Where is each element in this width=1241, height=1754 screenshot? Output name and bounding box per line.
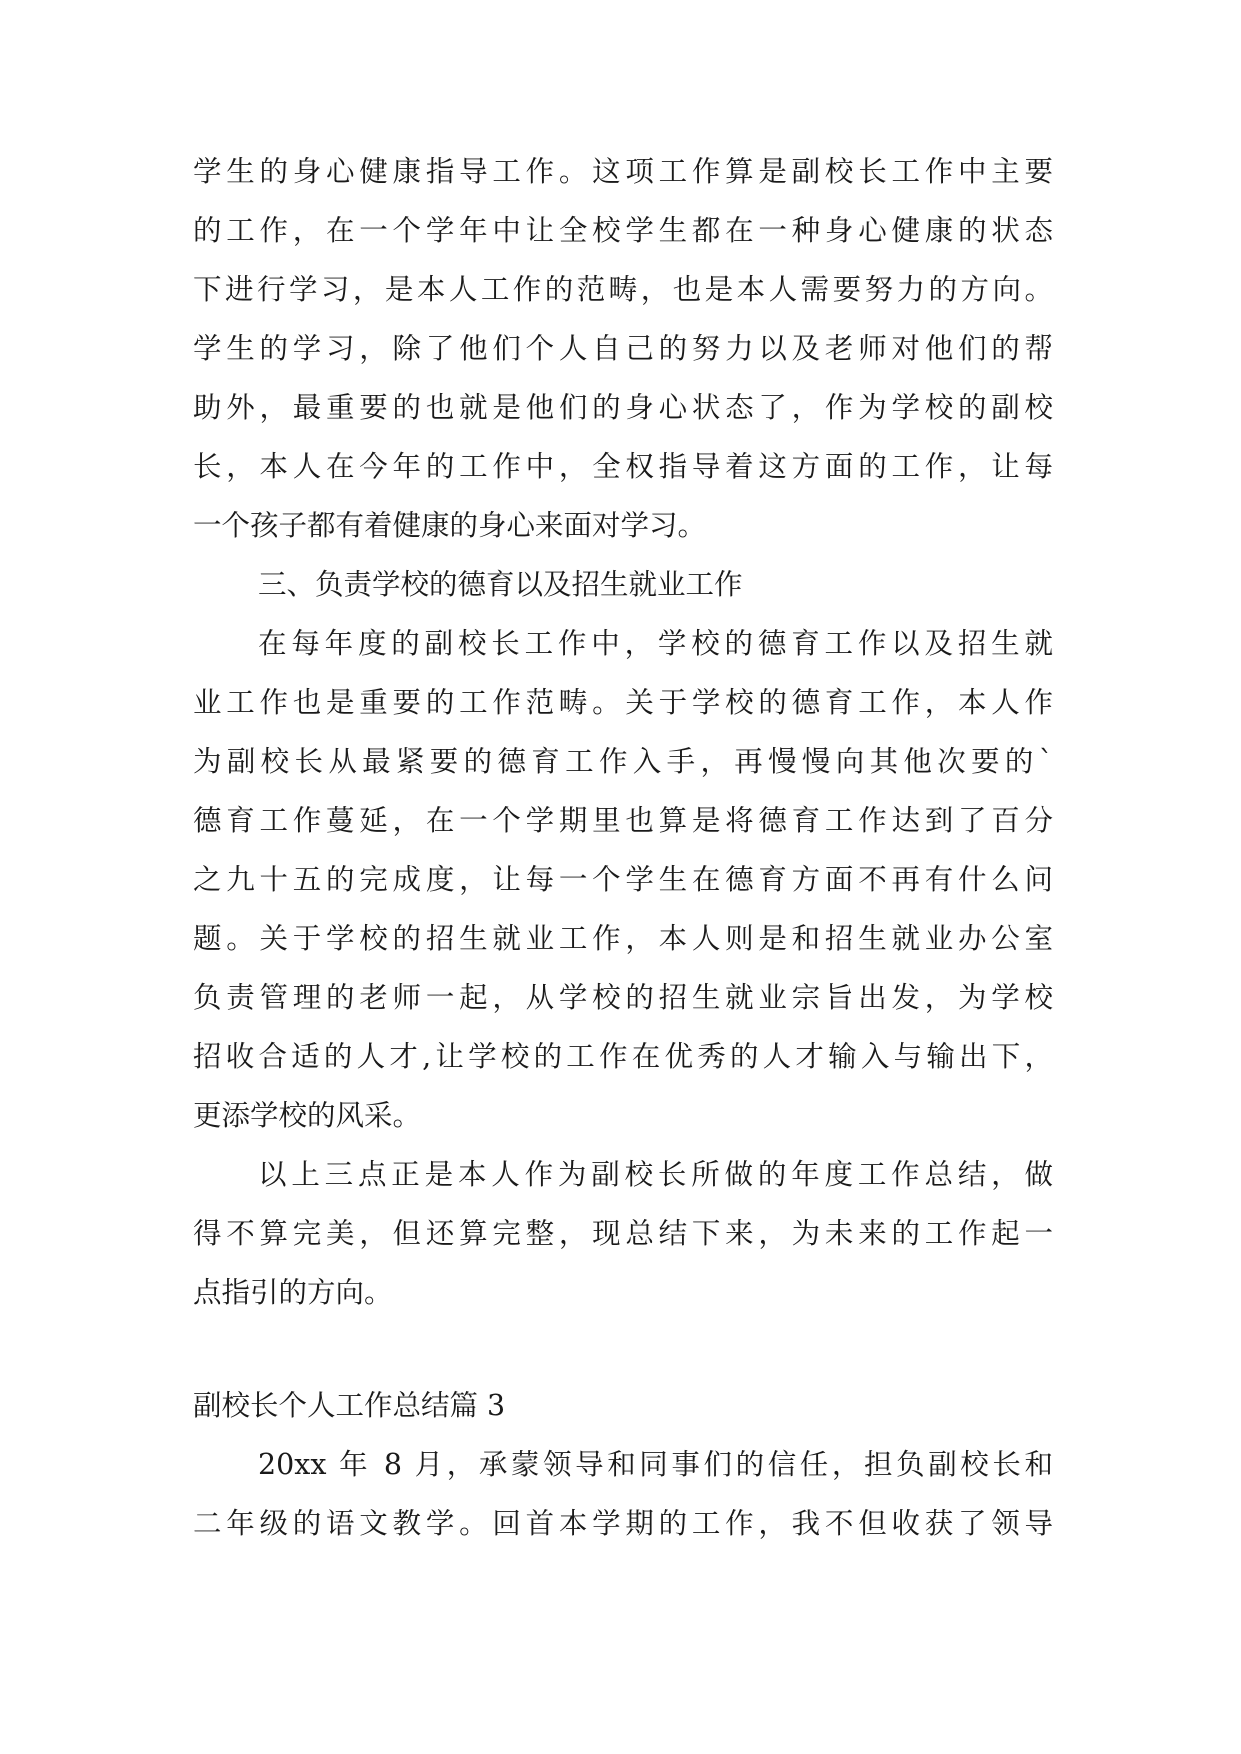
body-text-line: 下进行学习，是本人工作的范畴，也是本人需要努力的方向。 — [193, 273, 1053, 306]
article-title: 副校长个人工作总结篇 3 — [193, 1389, 506, 1422]
body-text-line: 二年级的语文教学。回首本学期的工作，我不但收获了领导 — [193, 1507, 1053, 1540]
section-heading: 三、负责学校的德育以及招生就业工作 — [258, 568, 743, 601]
body-text-line: 学生的学习，除了他们个人自己的努力以及老师对他们的帮 — [193, 332, 1053, 365]
body-text-line: 德育工作蔓延，在一个学期里也算是将德育工作达到了百分 — [193, 804, 1053, 837]
body-text-line: 得不算完美，但还算完整，现总结下来，为未来的工作起一 — [193, 1217, 1053, 1250]
body-text-line: 为副校长从最紧要的德育工作入手，再慢慢向其他次要的` — [193, 745, 1053, 778]
body-text-line: 在每年度的副校长工作中，学校的德育工作以及招生就 — [258, 627, 1053, 660]
body-text-line: 20xx 年 8 月，承蒙领导和同事们的信任，担负副校长和 — [258, 1448, 1053, 1481]
body-text-line: 负责管理的老师一起，从学校的招生就业宗旨出发，为学校 — [193, 981, 1053, 1014]
body-text-line: 学生的身心健康指导工作。这项工作算是副校长工作中主要 — [193, 155, 1053, 188]
body-text-line: 业工作也是重要的工作范畴。关于学校的德育工作，本人作 — [193, 686, 1053, 719]
body-text-line: 一个孩子都有着健康的身心来面对学习。 — [193, 509, 707, 542]
body-text-line: 之九十五的完成度，让每一个学生在德育方面不再有什么问 — [193, 863, 1053, 896]
body-text-line: 招收合适的人才,让学校的工作在优秀的人才输入与输出下， — [193, 1040, 1053, 1073]
body-text-line: 的工作，在一个学年中让全校学生都在一种身心健康的状态 — [193, 214, 1053, 247]
body-text-line: 题。关于学校的招生就业工作，本人则是和招生就业办公室 — [193, 922, 1053, 955]
body-text-line: 助外，最重要的也就是他们的身心状态了，作为学校的副校 — [193, 391, 1053, 424]
body-text-line: 更添学校的风采。 — [193, 1099, 422, 1132]
body-text-line: 长，本人在今年的工作中，全权指导着这方面的工作，让每 — [193, 450, 1053, 483]
body-text-line: 点指引的方向。 — [193, 1276, 393, 1309]
body-text-line: 以上三点正是本人作为副校长所做的年度工作总结，做 — [258, 1158, 1053, 1191]
